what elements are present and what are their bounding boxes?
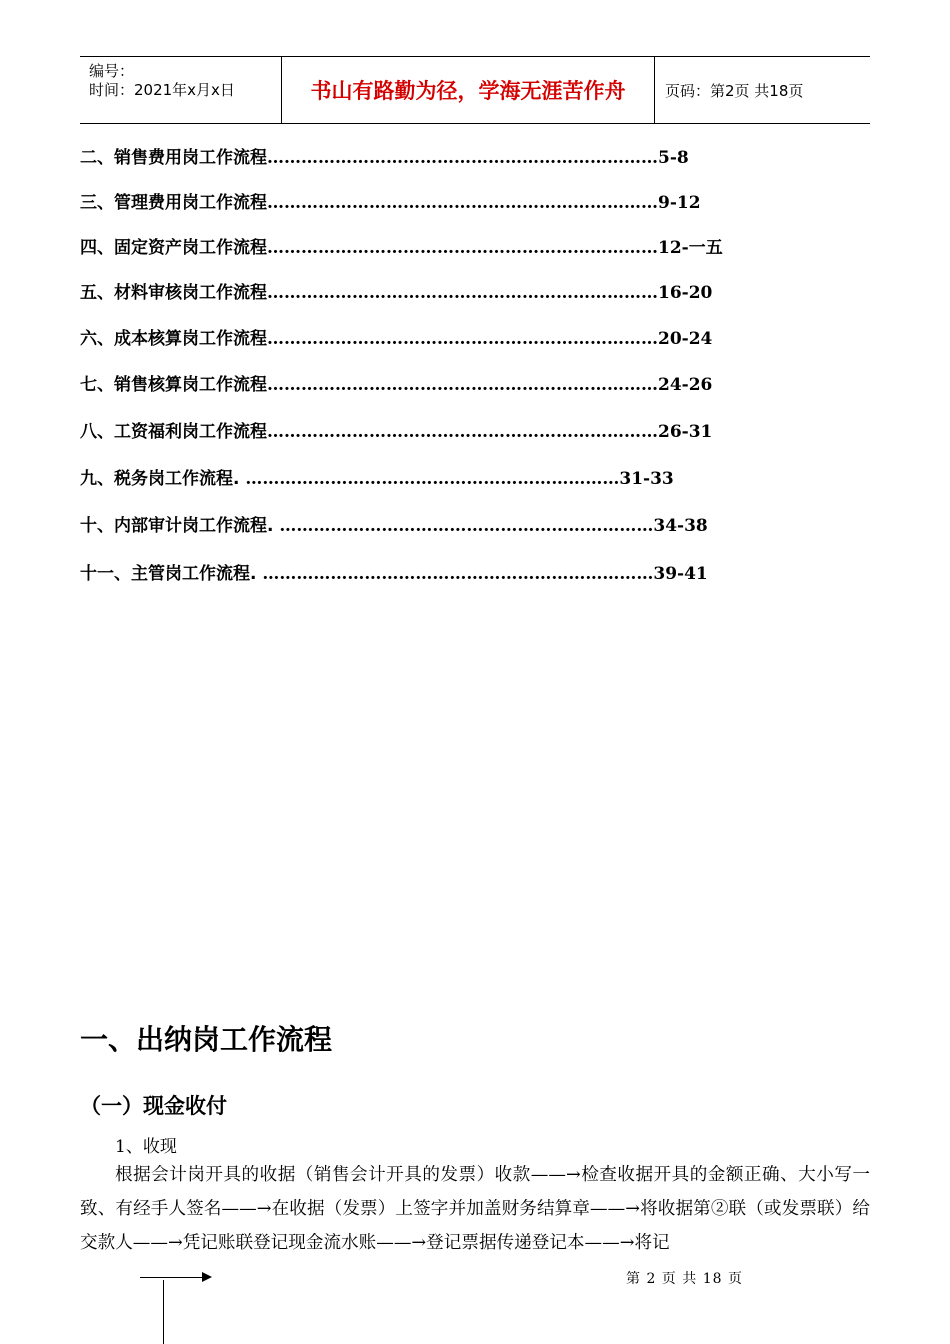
toc-leader: …………………………………………………………… [256,564,654,584]
toc-title: 六、成本核算岗工作流程 [80,329,267,349]
toc-title: 十、内部审计岗工作流程. [80,516,274,536]
toc-page: 9-12 [658,193,701,213]
toc-item[interactable] [80,416,712,448]
toc-leader: …………………………………………………………… [267,329,658,349]
toc-page: 31-33 [619,469,674,489]
toc-page: 5-8 [658,148,689,168]
toc-leader: …………………………………………………………… [267,193,658,213]
subsection-heading: （一）现金收付 [80,1094,227,1118]
toc-title: 八、工资福利岗工作流程 [80,422,267,442]
toc-page: 26-31 [658,422,713,442]
toc-page: 39-41 [653,564,708,584]
toc-title: 四、固定资产岗工作流程 [80,238,267,258]
footer-page-number: 第 2 页 共 18 页 [626,1271,743,1287]
page-header [80,56,870,124]
toc-item[interactable] [80,463,674,495]
toc-title: 二、销售费用岗工作流程 [80,148,267,168]
toc-page: 34-38 [653,516,708,536]
toc-title: 五、材料审核岗工作流程 [80,283,267,303]
toc-page: 12-一五 [658,238,723,258]
toc-title: 三、管理费用岗工作流程 [80,193,267,213]
toc-item[interactable] [80,232,723,264]
toc-item[interactable] [80,187,701,219]
header-motto: 书山有路勤为径，学海无涯苦作舟 [282,57,655,123]
toc-leader: …………………………………………………………… [267,422,658,442]
toc-item[interactable] [80,369,712,401]
body-paragraph: 根据会计岗开具的收据（销售会计开具的发票）收款——→检查收据开具的金额正确、大小写一致、有经手人签名——→在收据（发票）上签字并加盖财务结算章——→将收据第②联（或发票联）给交款人——→凭记账联登记现金流水账——→登记票据传递登记本——→将记 [80,1165,870,1253]
toc-title: 十一、主管岗工作流程. [80,564,257,584]
footer-divider [163,1280,164,1344]
toc-leader: …………………………………………………………… [267,148,658,168]
toc-item[interactable] [80,142,689,174]
item-heading: 1、收现 [115,1137,177,1157]
toc-title: 七、销售核算岗工作流程 [80,375,267,395]
toc-item[interactable] [80,323,712,355]
toc-leader: …………………………………………………………… [267,283,658,303]
toc-page: 16-20 [658,283,713,303]
toc-leader: ………………………………………………………… [273,516,654,536]
toc-page: 20-24 [658,329,713,349]
toc-leader: …………………………………………………………… [267,238,658,258]
header-page-info: 页码：第2页 共18页 [665,81,804,100]
header-meta [80,57,282,123]
footer-rule [140,1277,204,1278]
toc-leader: ………………………………………………………… [239,469,620,489]
section-heading: 一、出纳岗工作流程 [80,1023,333,1056]
toc-leader: …………………………………………………………… [267,375,658,395]
number-label: 编号： [89,62,135,80]
toc-item[interactable] [80,510,708,542]
toc-title: 九、税务岗工作流程. [80,469,240,489]
toc-item[interactable] [80,558,708,590]
toc-page: 24-26 [658,375,713,395]
toc-item[interactable] [80,277,712,309]
time-label: 时间：2021年x月x日 [89,81,235,99]
arrow-right-icon [202,1272,212,1282]
